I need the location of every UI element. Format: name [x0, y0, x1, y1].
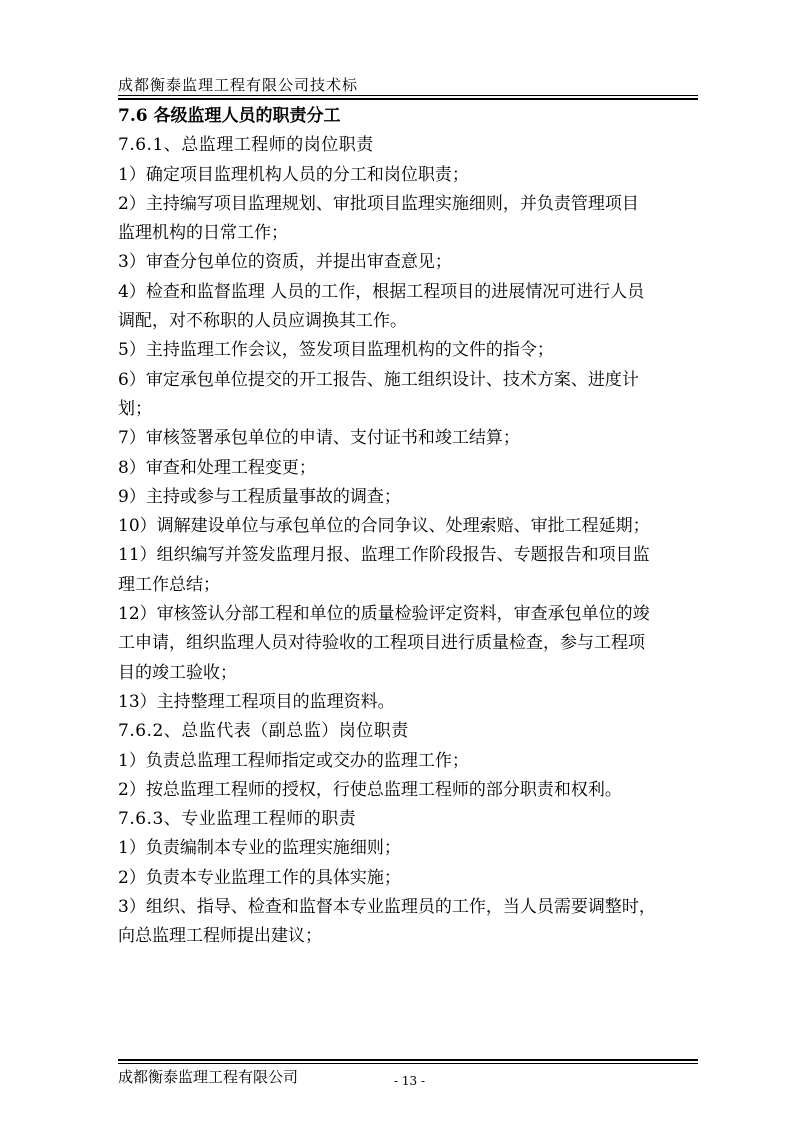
subsection-heading: 7.6.2、总监代表（副总监）岗位职责	[118, 721, 409, 742]
footer-company: 成都衡泰监理工程有限公司	[118, 1068, 299, 1086]
paragraph-line: 划；	[118, 398, 152, 419]
page-number: - 13 -	[394, 1074, 426, 1088]
paragraph-line: 10）调解建设单位与承包单位的合同争议、处理索赔、审批工程延期；	[118, 516, 650, 537]
paragraph-line: 向总监理工程师提出建议；	[118, 926, 322, 947]
paragraph-line: 目的竣工验收；	[118, 662, 237, 683]
paragraph-line: 理工作总结；	[118, 574, 220, 595]
paragraph-line: 2）按总监理工程师的授权，行使总监理工程师的部分职责和权利。	[118, 779, 622, 800]
header-rule-thick	[118, 98, 698, 100]
paragraph-line: 2）主持编写项目监理规划、审批项目监理实施细则，并负责管理项目	[118, 193, 639, 214]
subsection-heading: 7.6.1、总监理工程师的岗位职责	[118, 135, 374, 156]
paragraph-line: 2）负责本专业监理工作的具体实施；	[118, 867, 401, 888]
page-header-title: 成都衡泰监理工程有限公司技术标	[118, 76, 359, 94]
paragraph-line: 4）检查和监督监理 人员的工作，根据工程项目的进展情况可进行人员	[118, 281, 645, 302]
paragraph-line: 12）审核签认分部工程和单位的质量检验评定资料，审查承包单位的竣	[118, 604, 650, 625]
paragraph-line: 1）负责总监理工程师指定或交办的监理工作；	[118, 750, 469, 771]
paragraph-line: 工申请，组织监理人员对待验收的工程项目进行质量检查，参与工程项	[118, 633, 645, 654]
paragraph-line: 1）负责编制本专业的监理实施细则；	[118, 838, 401, 859]
paragraph-line: 调配，对不称职的人员应调换其工作。	[118, 311, 407, 332]
footer-rule-thin	[118, 1063, 698, 1064]
paragraph-line: 监理机构的日常工作；	[118, 223, 288, 244]
paragraph-line: 11）组织编写并签发监理月报、监理工作阶段报告、专题报告和项目监	[118, 545, 650, 566]
subsection-heading: 7.6.3、专业监理工程师的职责	[118, 809, 357, 830]
footer-rule-thick	[118, 1059, 698, 1061]
paragraph-line: 7）审核签署承包单位的申请、支付证书和竣工结算；	[118, 428, 520, 449]
paragraph-line: 5）主持监理工作会议，签发项目监理机构的文件的指令；	[118, 340, 554, 361]
section-title: 7.6 各级监理人员的职责分工	[118, 106, 341, 126]
paragraph-line: 1）确定项目监理机构人员的分工和岗位职责；	[118, 164, 469, 185]
header-rule-thin	[118, 95, 698, 96]
paragraph-line: 9）主持或参与工程质量事故的调查；	[118, 486, 401, 507]
paragraph-line: 13）主持整理工程项目的监理资料。	[118, 691, 395, 712]
document-body	[118, 102, 698, 952]
paragraph-line: 3）组织、指导、检查和监督本专业监理员的工作，当人员需要调整时，	[118, 897, 656, 918]
paragraph-line: 8）审查和处理工程变更；	[118, 457, 316, 478]
paragraph-line: 6）审定承包单位提交的开工报告、施工组织设计、技术方案、进度计	[118, 369, 639, 390]
paragraph-line: 3）审查分包单位的资质，并提出审查意见；	[118, 252, 452, 273]
